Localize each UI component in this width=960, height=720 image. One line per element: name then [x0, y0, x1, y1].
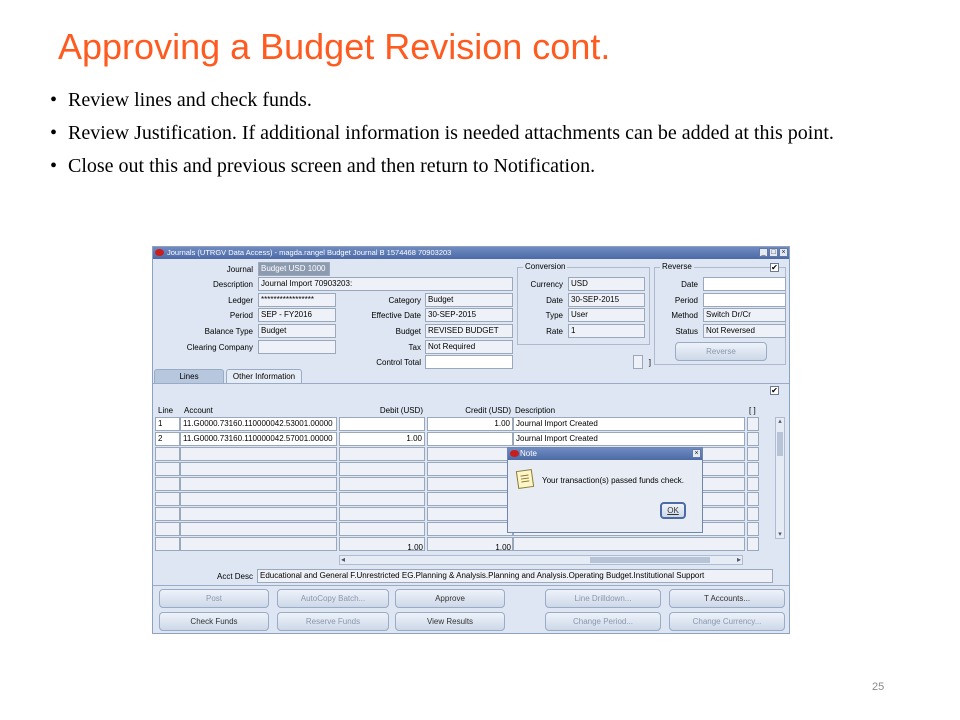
empty-cell[interactable] [339, 447, 425, 461]
check-funds-button[interactable]: Check Funds [159, 612, 269, 631]
empty-cell[interactable] [747, 507, 759, 521]
tax-field[interactable]: Not Required [425, 340, 513, 354]
note-dialog [507, 447, 703, 533]
col-description: Description [515, 406, 556, 415]
row-1-account[interactable]: 11.G0000.73160.110000042.53001.00000 [180, 417, 337, 431]
ok-button[interactable]: OK [660, 502, 686, 519]
note-icon [516, 469, 534, 489]
conversion-date-field[interactable]: 30-SEP-2015 [568, 293, 645, 307]
journal-field[interactable]: Budget USD 1000 [258, 262, 330, 276]
effective-date-label: Effective Date [371, 311, 421, 320]
category-field[interactable]: Budget [425, 293, 513, 307]
empty-cell[interactable] [155, 522, 180, 536]
conversion-title: Conversion [525, 262, 566, 271]
dialog-title: Note [520, 449, 537, 458]
empty-cell[interactable] [747, 492, 759, 506]
empty-cell[interactable] [747, 537, 759, 551]
clearing-company-label: Clearing Company [186, 343, 253, 352]
empty-cell[interactable] [747, 447, 759, 461]
period-label: Period [229, 311, 253, 320]
category-label: Category [388, 296, 421, 305]
rate-label: Rate [546, 327, 563, 336]
control-total-label: Control Total [376, 358, 421, 367]
empty-cell[interactable] [155, 462, 180, 476]
row-1-credit[interactable]: 1.00 [427, 417, 513, 431]
total-credit: 1.00 [495, 543, 511, 552]
empty-cell[interactable] [339, 492, 425, 506]
empty-cell[interactable] [427, 522, 513, 536]
currency-label: Currency [530, 280, 563, 289]
bracket-field[interactable] [633, 355, 643, 369]
row-1-line[interactable]: 1 [155, 417, 180, 431]
col-line: Line [158, 406, 174, 415]
clearing-company-field[interactable] [258, 340, 336, 354]
empty-cell[interactable] [155, 492, 180, 506]
budget-label: Budget [395, 327, 421, 336]
empty-cell[interactable] [180, 522, 337, 536]
empty-cell[interactable] [427, 447, 513, 461]
maximize-icon[interactable]: □ [769, 248, 778, 257]
scroll-right-icon[interactable]: ▸ [736, 555, 741, 564]
reverse-status-label: Status [675, 327, 698, 336]
row-2-credit[interactable] [427, 432, 513, 446]
acct-desc-field[interactable]: Educational and General F.Unrestricted EG.Planning & Analysis.Planning and Analysis.Operating Budget.Institutional Support [257, 569, 773, 583]
empty-cell[interactable] [180, 507, 337, 521]
row-2-flex[interactable] [747, 432, 759, 446]
lines-checkbox[interactable]: ✔ [771, 386, 778, 395]
empty-cell[interactable] [339, 522, 425, 536]
empty-cell[interactable] [180, 537, 337, 551]
reverse-button[interactable]: Reverse [675, 342, 767, 361]
empty-cell[interactable] [427, 462, 513, 476]
effective-date-field[interactable]: 30-SEP-2015 [425, 308, 513, 322]
oracle-logo-icon [155, 249, 164, 256]
col-flex: [ ] [749, 406, 756, 415]
scroll-up-icon[interactable]: ▴ [778, 418, 782, 425]
empty-cell[interactable] [180, 477, 337, 491]
empty-cell[interactable] [180, 462, 337, 476]
row-2-line[interactable]: 2 [155, 432, 180, 446]
reverse-date-label: Date [681, 280, 698, 289]
tab-lines[interactable]: Lines [154, 369, 224, 383]
row-2-debit[interactable]: 1.00 [339, 432, 425, 446]
lines-vertical-scrollbar[interactable] [775, 417, 785, 539]
tax-label: Tax [408, 343, 421, 352]
dialog-close-icon[interactable]: × [692, 449, 701, 458]
view-results-button[interactable]: View Results [395, 612, 505, 631]
empty-cell[interactable] [180, 447, 337, 461]
conversion-date-label: Date [546, 296, 563, 305]
oracle-logo-icon [510, 450, 519, 457]
empty-cell[interactable] [155, 537, 180, 551]
bracket-close: ] [648, 358, 651, 367]
reserve-funds-button[interactable]: Reserve Funds [277, 612, 389, 631]
col-debit: Debit (USD) [379, 406, 423, 415]
ledger-label: Ledger [228, 296, 253, 305]
page-number: 25 [872, 681, 885, 693]
description-label: Description [212, 280, 253, 289]
tab-other-information[interactable]: Other Information [226, 369, 302, 383]
post-button[interactable]: Post [159, 589, 269, 608]
currency-field[interactable]: USD [568, 277, 645, 291]
dialog-titlebar [508, 448, 702, 460]
empty-cell[interactable] [427, 507, 513, 521]
horizontal-scroll-thumb[interactable] [590, 557, 710, 563]
reverse-method-select[interactable]: Switch Dr/Cr [703, 308, 786, 322]
lines-horizontal-scrollbar[interactable] [339, 555, 743, 565]
tab-divider [153, 383, 789, 384]
change-period-button[interactable]: Change Period... [545, 612, 661, 631]
row-1-flex[interactable] [747, 417, 759, 431]
bullet-list [50, 88, 910, 187]
slide-title: Approving a Budget Revision cont. [58, 26, 611, 67]
balance-type-field[interactable]: Budget [258, 324, 336, 338]
balance-type-label: Balance Type [204, 327, 253, 336]
reverse-period-label: Period [674, 296, 698, 305]
empty-cell[interactable] [155, 507, 180, 521]
empty-cell[interactable] [427, 477, 513, 491]
row-1-debit[interactable] [339, 417, 425, 431]
empty-cell[interactable] [747, 462, 759, 476]
empty-cell[interactable] [180, 492, 337, 506]
budget-field[interactable]: REVISED BUDGET [425, 324, 513, 338]
rate-field[interactable]: 1 [568, 324, 645, 338]
col-credit: Credit (USD) [465, 406, 511, 415]
ledger-field[interactable]: ***************** [258, 293, 336, 307]
panel-divider [153, 585, 789, 586]
reverse-title: Reverse [662, 262, 692, 271]
journals-window [152, 246, 790, 634]
bullet-item: • Review lines and check funds. [50, 88, 910, 112]
empty-cell[interactable] [339, 507, 425, 521]
autocopy-batch-button[interactable]: AutoCopy Batch... [277, 589, 389, 608]
empty-cell[interactable] [747, 522, 759, 536]
col-account: Account [184, 406, 213, 415]
row-2-account[interactable]: 11.G0000.73160.110000042.57001.00000 [180, 432, 337, 446]
empty-cell[interactable] [427, 492, 513, 506]
control-total-field[interactable] [425, 355, 513, 369]
period-field[interactable]: SEP - FY2016 [258, 308, 336, 322]
approve-button[interactable]: Approve [395, 589, 505, 608]
empty-cell[interactable] [513, 537, 745, 551]
change-currency-button[interactable]: Change Currency... [669, 612, 785, 631]
reverse-date-field[interactable] [703, 277, 786, 291]
close-icon[interactable]: × [779, 248, 788, 257]
scroll-down-icon[interactable]: ▾ [778, 531, 782, 538]
window-titlebar [153, 247, 789, 259]
bullet-item: • Close out this and previous screen and then return to Notification. [50, 154, 910, 178]
vertical-scroll-thumb[interactable] [777, 432, 783, 456]
scroll-left-icon[interactable]: ◂ [341, 555, 346, 564]
empty-cell[interactable] [339, 462, 425, 476]
journal-label: Journal [226, 265, 253, 274]
reverse-period-field[interactable] [703, 293, 786, 307]
window-title: Journals (UTRGV Data Access) - magda.rangel Budget Journal B 1574468 70903203 [167, 248, 452, 257]
description-field[interactable]: Journal Import 70903203: [258, 277, 513, 291]
empty-cell[interactable] [155, 477, 180, 491]
dialog-message: Your transaction(s) passed funds check. [542, 476, 685, 485]
conversion-type-label: Type [545, 311, 563, 320]
empty-cell[interactable] [339, 477, 425, 491]
minimize-icon[interactable]: _ [759, 248, 768, 257]
t-accounts-button[interactable]: T Accounts... [669, 589, 785, 608]
line-drilldown-button[interactable]: Line Drilldown... [545, 589, 661, 608]
row-2-description[interactable]: Journal Import Created [513, 432, 745, 446]
total-debit: 1.00 [407, 543, 423, 552]
empty-cell[interactable] [747, 477, 759, 491]
row-1-description[interactable]: Journal Import Created [513, 417, 745, 431]
reverse-status-field[interactable]: Not Reversed [703, 324, 786, 338]
reverse-method-label: Method [671, 311, 698, 320]
bullet-item: • Review Justification. If additional information is needed attachments can be added at this point. [50, 121, 910, 145]
acct-desc-label: Acct Desc [216, 572, 253, 581]
conversion-type-field[interactable]: User [568, 308, 645, 322]
reverse-checkbox[interactable]: ✔ [771, 263, 778, 272]
empty-cell[interactable] [155, 447, 180, 461]
